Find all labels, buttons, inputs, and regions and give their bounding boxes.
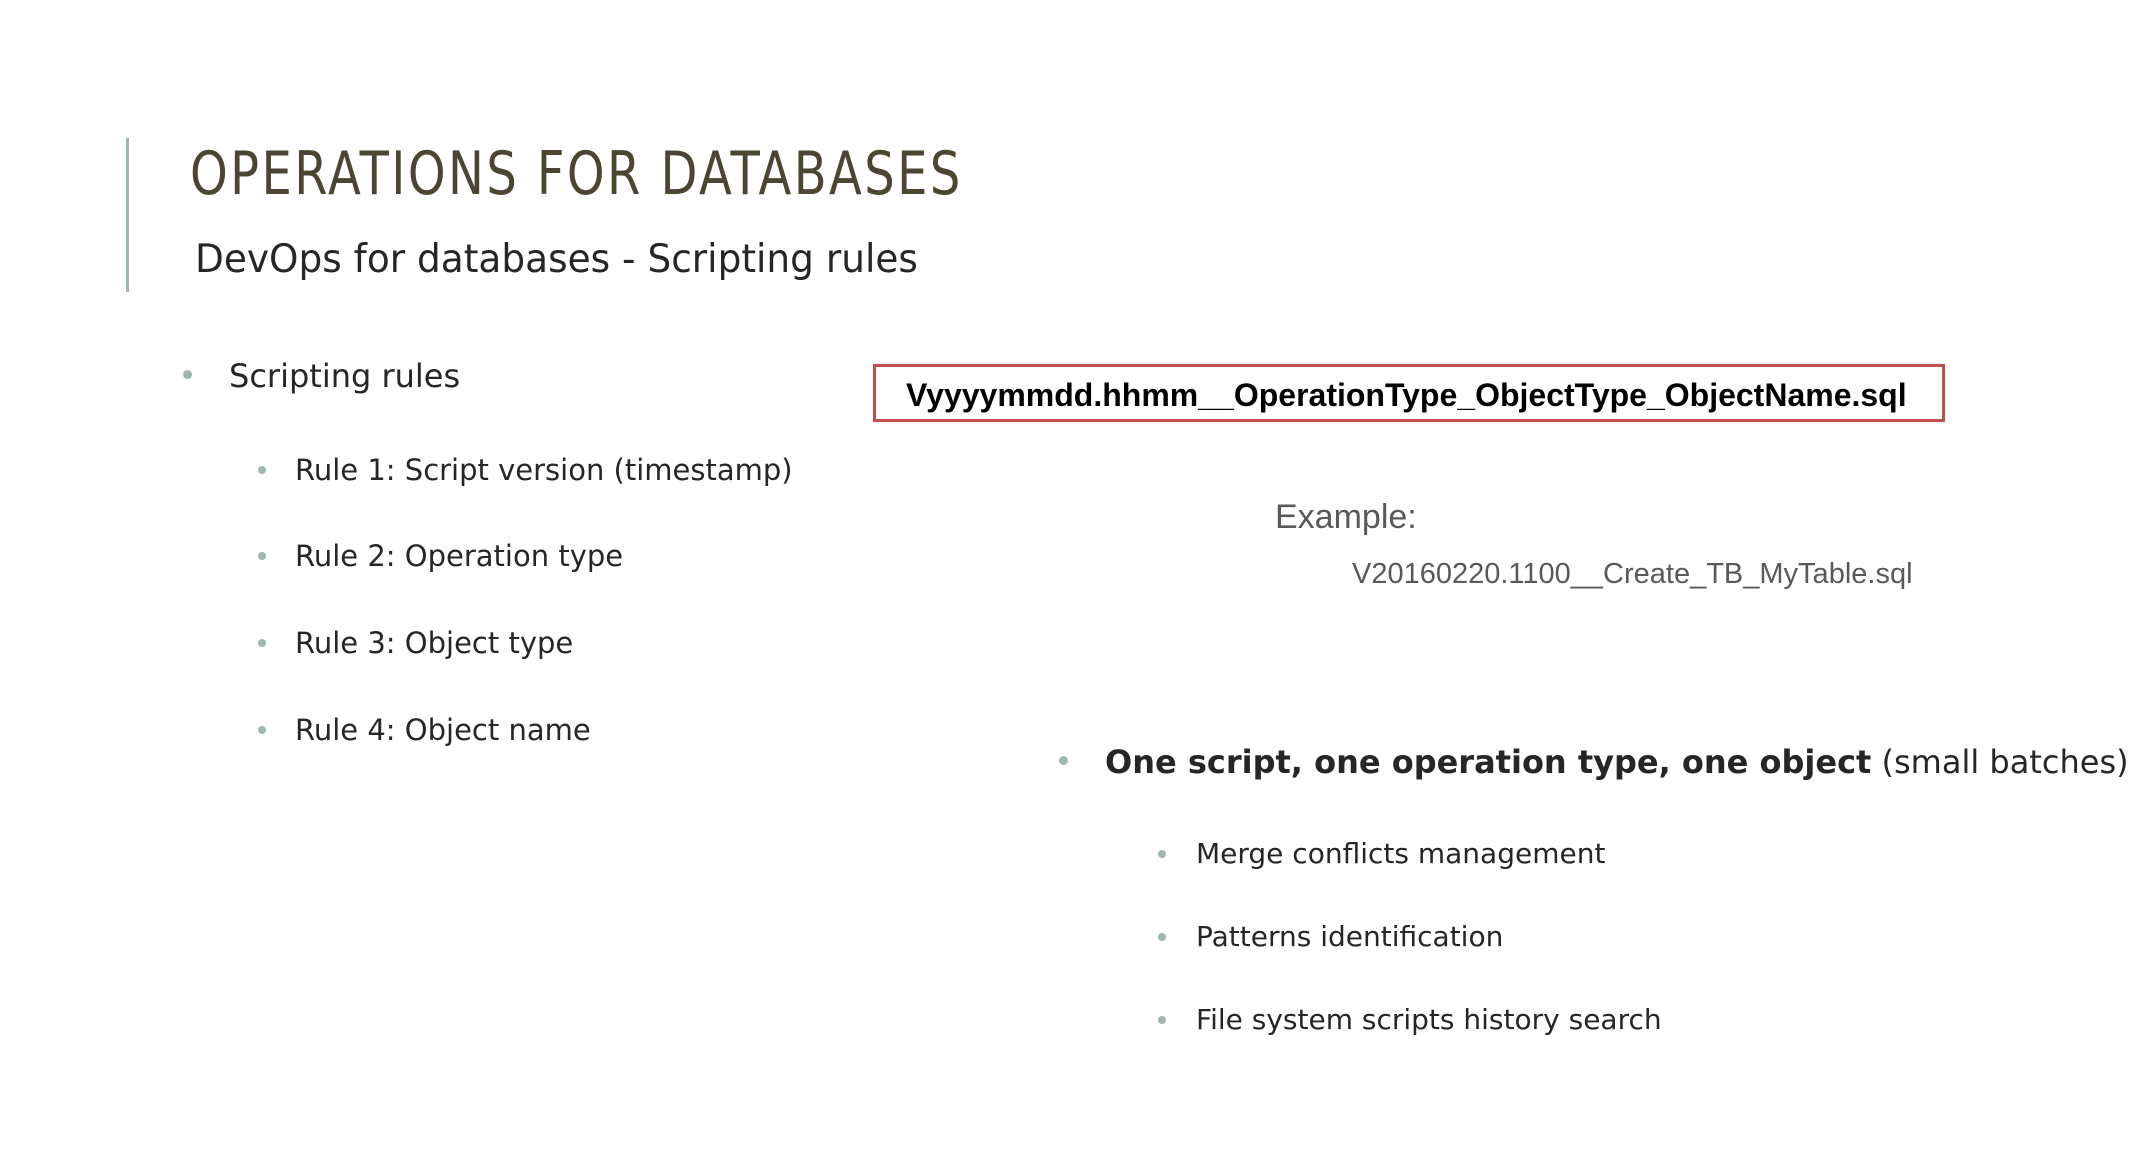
example-value: V20160220.1100__Create_TB_MyTable.sql — [1352, 558, 1913, 590]
bullet-dot-icon — [258, 552, 266, 560]
bullet-dot-icon — [1158, 933, 1166, 941]
right-list-heading-rest: (small batches) — [1871, 743, 2129, 781]
bullet-dot-icon — [258, 639, 266, 647]
naming-pattern-text: Vyyyymmdd.hhmm__OperationType_ObjectType_ObjectName.sql — [906, 377, 1907, 413]
right-list-heading — [1105, 740, 2129, 784]
right-list-item-1: Merge conflicts management — [1196, 837, 1606, 870]
slide-subtitle: DevOps for databases - Scripting rules — [195, 237, 918, 282]
bullet-dot-icon — [258, 726, 266, 734]
bullet-dot-icon — [1059, 756, 1068, 765]
rule-item-3: Rule 3: Object type — [295, 626, 574, 660]
rule-item-4: Rule 4: Object name — [295, 713, 591, 747]
bullet-dot-icon — [1158, 850, 1166, 858]
title-accent-bar — [126, 138, 129, 292]
bullet-dot-icon — [183, 370, 192, 379]
right-list-item-2: Patterns identification — [1196, 920, 1504, 953]
example-label: Example: — [1275, 498, 1417, 536]
rule-item-2: Rule 2: Operation type — [295, 539, 624, 573]
left-list-heading: Scripting rules — [229, 357, 461, 395]
rule-item-1: Rule 1: Script version (timestamp) — [295, 453, 793, 487]
right-list-item-3: File system scripts history search — [1196, 1003, 1662, 1036]
naming-pattern-box — [873, 364, 1945, 422]
right-list-heading-bold: One script, one operation type, one object — [1105, 743, 1872, 781]
bullet-dot-icon — [258, 466, 266, 474]
slide-title: OPERATIONS FOR DATABASES — [190, 139, 963, 209]
bullet-dot-icon — [1158, 1016, 1166, 1024]
